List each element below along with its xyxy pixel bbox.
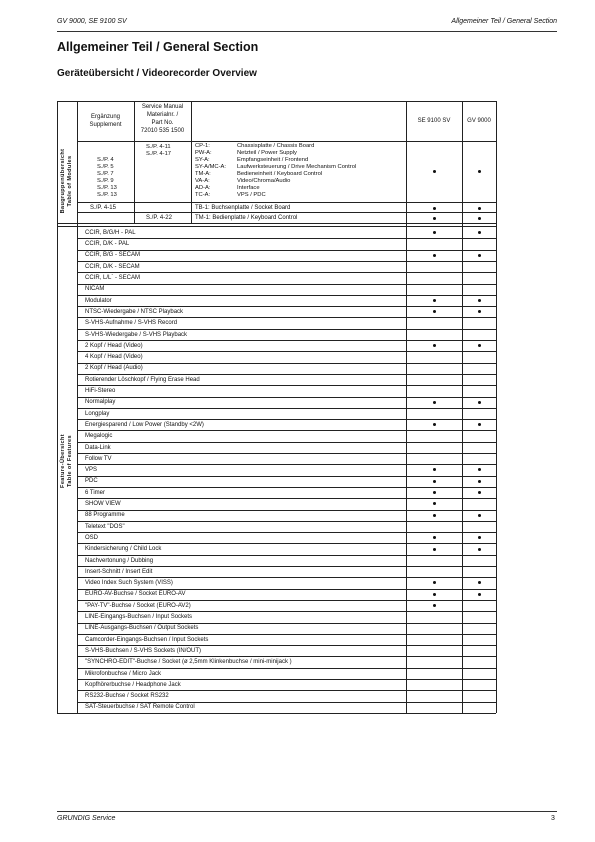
feature-row-rule xyxy=(77,532,496,533)
manual-header-label: 72010 535 1500 xyxy=(140,128,185,134)
feature-row-rule xyxy=(77,543,496,544)
modules-section-label xyxy=(60,131,74,231)
feature-row-rule xyxy=(77,250,496,251)
supplement-page-ref: S./P. 13 xyxy=(97,192,117,198)
overview-table xyxy=(57,101,496,713)
section-divider-rule xyxy=(57,223,496,224)
feature-mark xyxy=(433,299,436,302)
feature-row-label: S-VHS-Aufnahme / S-VHS Record xyxy=(85,320,178,327)
feature-row-label: Data-Link xyxy=(85,444,111,451)
feature-mark xyxy=(478,536,481,539)
page-number: 3 xyxy=(551,815,555,822)
feature-mark xyxy=(478,299,481,302)
manual-page-ref: S./P. 4-11 xyxy=(146,144,171,150)
feature-row-label: RS232-Buchse / Socket RS232 xyxy=(85,693,169,700)
feature-mark xyxy=(433,502,436,505)
module-row-manual: S./P. 4-22 xyxy=(146,214,172,221)
feature-row-label: "SYNCHRO-EDIT"-Buchse / Socket (ø 2,5mm Klinkenbuchse / mini-minijack ) xyxy=(85,659,292,666)
feature-row-label: Follow TV xyxy=(85,455,112,462)
feature-row-rule xyxy=(77,317,496,318)
features-section-label xyxy=(60,411,74,511)
feature-row-rule xyxy=(77,363,496,364)
module-description: Interface xyxy=(237,185,260,191)
module-block-mark xyxy=(433,170,436,173)
module-code: AD-A: xyxy=(195,185,211,191)
feature-row-label: VPS xyxy=(85,467,98,474)
feature-row-label: Teletext "DOS" xyxy=(85,523,125,530)
feature-row-rule xyxy=(77,487,496,488)
table-bottom-border xyxy=(57,713,496,714)
feature-mark xyxy=(478,401,481,404)
feature-mark xyxy=(433,254,436,257)
feature-row-label: OSD xyxy=(85,534,99,541)
supplement-page-ref: S./P. 5 xyxy=(97,164,114,170)
header-model: GV 9000, SE 9100 SV xyxy=(57,18,127,25)
feature-row-rule xyxy=(77,442,496,443)
supplement-page-ref: S./P. 13 xyxy=(97,185,117,191)
feature-mark xyxy=(433,468,436,471)
feature-row-label: CCIR, B/G - SECAM xyxy=(85,252,141,259)
feature-mark xyxy=(433,604,436,607)
feature-row-rule xyxy=(77,498,496,499)
feature-row-rule xyxy=(77,645,496,646)
feature-row-rule xyxy=(77,510,496,511)
feature-row-rule xyxy=(77,702,496,703)
module-description: Empfangseinheit / Frontend xyxy=(237,157,309,163)
module-row-label: TM-1: Bedienplatte / Keyboard Control xyxy=(195,214,298,221)
feature-mark xyxy=(478,548,481,551)
supplement-page-ref: S./P. 9 xyxy=(97,178,114,184)
feature-mark xyxy=(433,593,436,596)
feature-row-label: Longplay xyxy=(85,410,110,417)
module-row-mark xyxy=(478,217,481,220)
module-row-mark xyxy=(478,207,481,210)
module-description: Bedieneinheit / Keyboard Control xyxy=(237,171,323,177)
feature-row-rule xyxy=(77,419,496,420)
feature-mark xyxy=(433,423,436,426)
feature-row-rule xyxy=(77,238,496,239)
feature-row-rule xyxy=(77,430,496,431)
feature-row-label: NICAM xyxy=(85,286,105,293)
feature-row-label: Energiesparend / Low Power (Standby <2W) xyxy=(85,421,204,428)
module-row-label: TB-1: Buchsenplatte / Socket Board xyxy=(195,204,291,211)
feature-row-label: Nachvertonung / Dubbing xyxy=(85,557,154,564)
module-row-mark xyxy=(433,217,436,220)
table-left-border xyxy=(57,101,58,713)
manual-header-label: Materialnr. / xyxy=(146,112,179,118)
supplement-page-ref: S./P. 7 xyxy=(97,171,114,177)
manual-header-label: Service Manual xyxy=(141,104,184,110)
feature-row-rule xyxy=(77,284,496,285)
feature-row-rule xyxy=(77,272,496,273)
model-header-label: GV 9000 xyxy=(467,118,491,124)
header-rule xyxy=(57,31,557,32)
feature-mark xyxy=(433,491,436,494)
feature-mark xyxy=(433,514,436,517)
feature-mark xyxy=(478,231,481,234)
feature-row-rule xyxy=(77,385,496,386)
feature-row-label: S-VHS-Wiedergabe / S-VHS Playback xyxy=(85,331,188,338)
manual-page-ref: S./P. 4-17 xyxy=(146,151,172,157)
module-code: CP-1: xyxy=(195,143,210,149)
page-title: Allgemeiner Teil / General Section xyxy=(57,40,259,54)
table-right-border xyxy=(496,101,497,713)
feature-row-rule xyxy=(77,464,496,465)
module-code: PW-A: xyxy=(195,150,212,156)
section-divider-rule xyxy=(57,226,496,227)
module-block-mark xyxy=(478,170,481,173)
feature-mark xyxy=(433,581,436,584)
module-row-mark xyxy=(433,207,436,210)
feature-row-label: Normalplay xyxy=(85,399,116,406)
page-header xyxy=(57,18,557,30)
feature-mark xyxy=(478,480,481,483)
feature-row-rule xyxy=(77,306,496,307)
feature-row-rule xyxy=(77,690,496,691)
feature-row-label: Rotierender Löschkopf / Flying Erase Head xyxy=(85,376,200,383)
supplement-page-ref: S./P. 4 xyxy=(97,157,114,163)
feature-row-label: 4 Kopf / Head (Video) xyxy=(85,354,143,361)
feature-mark xyxy=(478,514,481,517)
feature-row-rule xyxy=(77,329,496,330)
feature-row-rule xyxy=(77,521,496,522)
feature-row-label: CCIR, D/K - PAL xyxy=(85,241,130,248)
feature-row-rule xyxy=(77,623,496,624)
feature-row-label: Kopfhörerbuchse / Headphone Jack xyxy=(85,681,181,688)
feature-row-label: 2 Kopf / Head (Audio) xyxy=(85,365,143,372)
feature-row-rule xyxy=(77,555,496,556)
feature-mark xyxy=(433,480,436,483)
feature-row-label: Kindersicherung / Child Lock xyxy=(85,546,162,553)
feature-row-label: LINE-Eingangs-Buchsen / Input Sockets xyxy=(85,614,193,620)
supplement-header-label: Supplement xyxy=(89,122,122,128)
feature-row-rule xyxy=(77,668,496,669)
feature-mark xyxy=(478,581,481,584)
module-description: VPS / PDC xyxy=(237,192,266,198)
feature-row-rule xyxy=(77,261,496,262)
feature-row-label: 6 Timer xyxy=(85,489,106,496)
feature-row-label: Mikrofonbuchse / Micro Jack xyxy=(85,670,162,677)
feature-mark xyxy=(433,310,436,313)
model-header-label: SE 9100 SV xyxy=(417,118,451,124)
feature-row-label: "PAY-TV"-Buchse / Socket (EURO-AV2) xyxy=(85,602,191,609)
module-code: VA-A: xyxy=(195,178,210,184)
feature-row-label: LINE-Ausgangs-Buchsen / Output Sockets xyxy=(85,625,199,632)
module-code: TM-A: xyxy=(195,171,211,177)
feature-row-rule xyxy=(77,566,496,567)
module-description: Chassisplatte / Chassis Board xyxy=(237,143,315,149)
feature-row-label: SHOW VIEW xyxy=(85,501,121,507)
feature-row-rule xyxy=(77,589,496,590)
feature-mark xyxy=(433,401,436,404)
feature-mark xyxy=(478,344,481,347)
feature-row-rule xyxy=(77,679,496,680)
modules-section-line: Baugruppenübersicht xyxy=(60,148,66,214)
page-subtitle: Geräteübersicht / Videorecorder Overview xyxy=(57,68,257,79)
feature-row-rule xyxy=(77,374,496,375)
module-row-supplement: S./P. 4-15 xyxy=(90,204,116,211)
feature-row-rule xyxy=(77,340,496,341)
feature-row-rule xyxy=(77,397,496,398)
feature-mark xyxy=(433,536,436,539)
feature-row-label: SAT-Steuerbuchse / SAT Remote Control xyxy=(85,704,195,711)
feature-row-rule xyxy=(77,476,496,477)
feature-mark xyxy=(478,310,481,313)
feature-row-label: Camcorder-Eingangs-Buchsen / Input Sockets xyxy=(85,636,209,643)
module-description: Laufwerksteuerung / Drive Mechanism Control xyxy=(237,164,357,170)
module-code: SY-A: xyxy=(195,157,210,163)
feature-mark xyxy=(478,593,481,596)
feature-mark xyxy=(433,548,436,551)
feature-mark xyxy=(478,468,481,471)
footer-brand: GRUNDIG Service xyxy=(57,815,116,822)
feature-row-label: CCIR, L/L´ - SECAM xyxy=(85,275,141,281)
module-description: Video/Chroma/Audio xyxy=(237,178,291,184)
feature-row-label: S-VHS-Buchsen / S-VHS Sockets (IN/OUT) xyxy=(85,647,202,654)
feature-row-label: Megalogic xyxy=(85,433,113,440)
feature-mark xyxy=(433,344,436,347)
module-code: SY-A/MC-A: xyxy=(195,164,227,170)
modules-section-line: Table of Modules xyxy=(67,155,73,207)
feature-mark xyxy=(478,254,481,257)
feature-mark xyxy=(433,231,436,234)
feature-row-rule xyxy=(77,453,496,454)
table-top-border xyxy=(57,101,496,102)
feature-row-label: CCIR, B/G/H - PAL xyxy=(85,229,136,236)
feature-row-label: EURO-AV-Buchse / Socket EURO-AV xyxy=(85,591,186,598)
header-section: Allgemeiner Teil / General Section xyxy=(451,18,557,25)
feature-row-label: Video Index Such System (VISS) xyxy=(85,580,173,587)
feature-row-rule xyxy=(77,408,496,409)
manual-header-label: Part No. xyxy=(151,120,174,126)
feature-row-rule xyxy=(77,611,496,612)
feature-mark xyxy=(478,491,481,494)
feature-row-rule xyxy=(77,600,496,601)
feature-row-label: 2 Kopf / Head (Video) xyxy=(85,342,143,349)
module-code: TC-A: xyxy=(195,192,211,198)
feature-row-label: HiFi-Stereo xyxy=(85,388,116,394)
feature-row-label: Insert-Schnitt / Insert Edit xyxy=(85,568,153,575)
feature-row-rule xyxy=(77,577,496,578)
supplement-header-label: Ergänzung xyxy=(90,114,121,120)
feature-row-rule xyxy=(77,656,496,657)
feature-row-rule xyxy=(77,351,496,352)
footer-rule xyxy=(57,811,557,812)
module-description: Netzteil / Power Supply xyxy=(237,150,297,156)
feature-row-rule xyxy=(77,295,496,296)
header-row-rule xyxy=(77,141,496,142)
features-section-line: Table of Features xyxy=(67,435,73,487)
feature-row-label: Modulator xyxy=(85,297,112,304)
feature-row-rule xyxy=(77,634,496,635)
features-section-line: Feature-Übersicht xyxy=(60,434,66,488)
feature-row-label: CCIR, D/K - SECAM xyxy=(85,263,140,270)
feature-row-label: 88 Programme xyxy=(85,512,125,519)
feature-row-label: NTSC-Wiedergabe / NTSC Playback xyxy=(85,308,184,315)
feature-mark xyxy=(478,423,481,426)
feature-row-label: PDC xyxy=(85,478,98,485)
